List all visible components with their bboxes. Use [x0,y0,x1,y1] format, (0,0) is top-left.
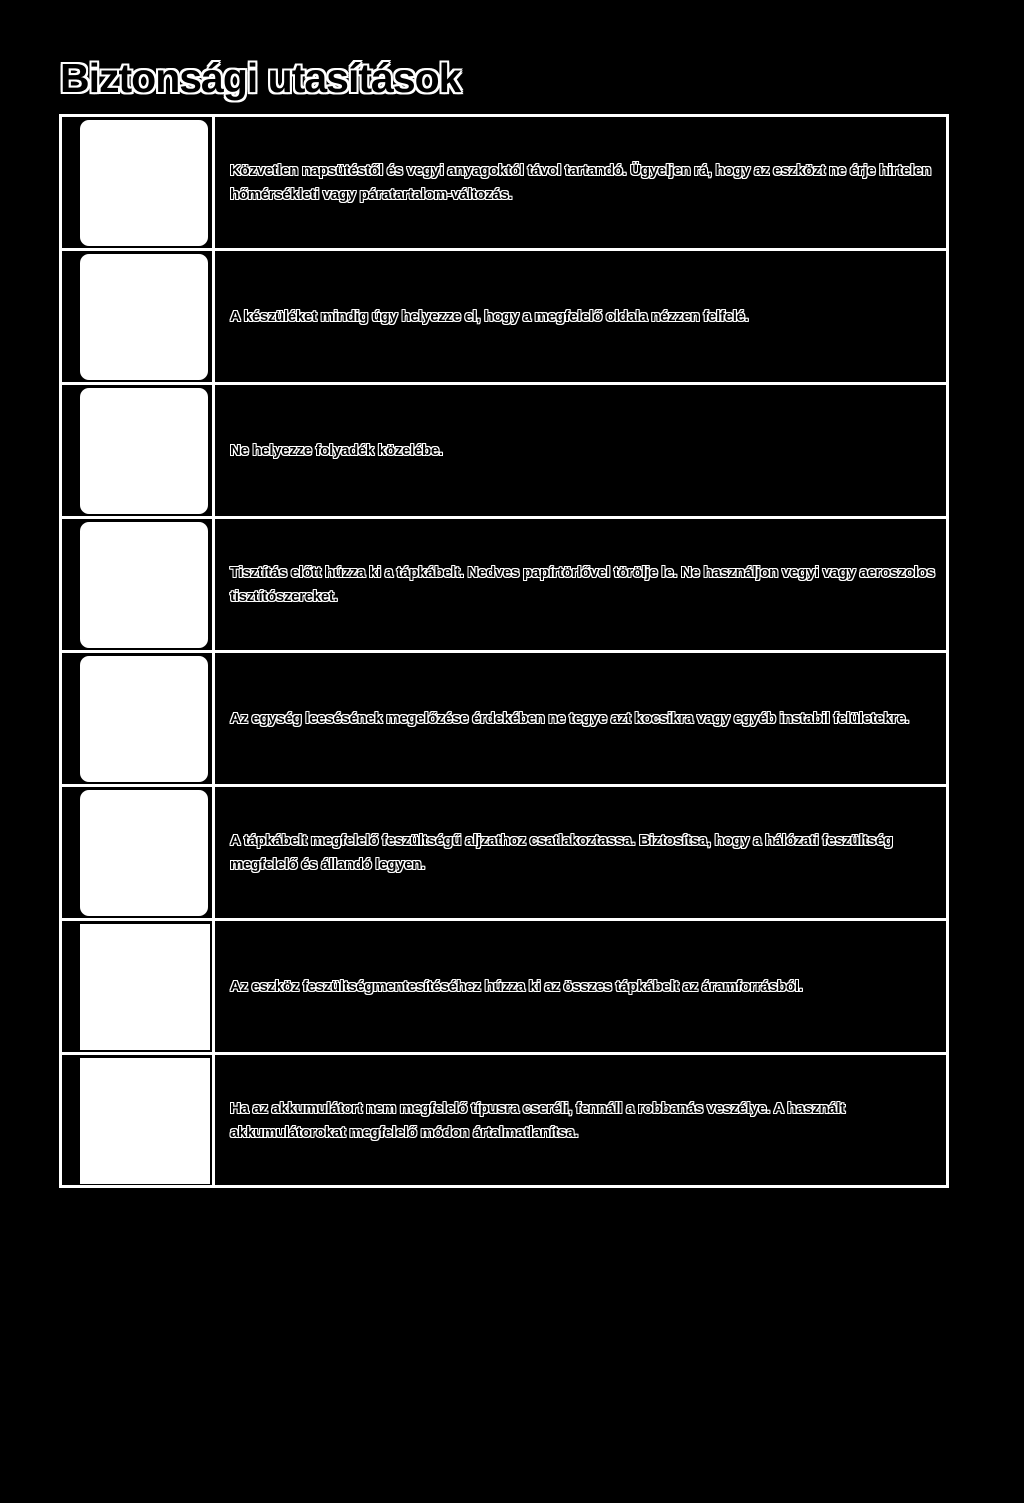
icon-cell [62,385,215,516]
instruction-text: Az eszköz feszültségmentesítéséhez húzza ki az összes tápkábelt az áramforrásból. [230,977,803,995]
unstable-surface-icon [80,656,208,782]
instruction-text: Közvetlen napsütéstől és vegyi anyagoktól távol tartandó. Ügyeljen rá, hogy az eszközt ne érje hirtelen hőmérsékleti vagy páratartalom-változás. [230,161,931,203]
text-cell [230,921,936,1052]
instruction-text: Tisztítás előtt húzza ki a tápkábelt. Nedves papírtörlővel törölje le. Ne használjon vegyi vagy aeroszolos tisztítószereket. [230,563,935,605]
text-cell [230,251,936,382]
instruction-row [62,787,946,921]
icon-cell [62,1055,215,1187]
cleaning-icon [80,522,208,648]
icon-cell [62,921,215,1052]
icon-cell [62,519,215,650]
unplug-icon [80,924,210,1050]
text-cell [230,653,936,784]
instruction-row [62,1055,946,1187]
instruction-row [62,519,946,653]
text-cell [230,385,936,516]
instruction-row [62,921,946,1055]
instruction-row [62,251,946,385]
battery-icon [80,1058,210,1184]
text-cell [230,519,936,650]
page-title: Biztonsági utasítások [60,55,461,101]
instruction-row [62,653,946,787]
instruction-text: A tápkábelt megfelelő feszültségű aljzathoz csatlakoztassa. Biztosítsa, hogy a hálózati feszültség megfelelő és állandó legyen. [230,831,893,873]
water-drop-icon [80,388,208,514]
text-cell [230,1055,936,1187]
power-plug-icon [80,790,208,916]
text-cell [230,787,936,918]
icon-cell [62,653,215,784]
icon-cell [62,251,215,382]
safety-instructions-table [59,114,949,1188]
instruction-text: Ne helyezze folyadék közelébe. [230,441,443,459]
instruction-row [62,117,946,251]
icon-cell [62,117,215,248]
sun-icon [80,120,208,246]
up-arrow-icon [80,254,208,380]
icon-cell [62,787,215,918]
text-cell [230,117,936,248]
instruction-text: A készüléket mindig úgy helyezze el, hogy a megfelelő oldala nézzen felfelé. [230,307,749,325]
instruction-row [62,385,946,519]
instruction-text: Az egység leesésének megelőzése érdekében ne tegye azt kocsikra vagy egyéb instabil felületekre. [230,709,910,727]
instruction-text: Ha az akkumulátort nem megfelelő típusra cseréli, fennáll a robbanás veszélye. A használt akkumulátorokat megfelelő módon ártalmatlanítsa. [230,1100,845,1141]
